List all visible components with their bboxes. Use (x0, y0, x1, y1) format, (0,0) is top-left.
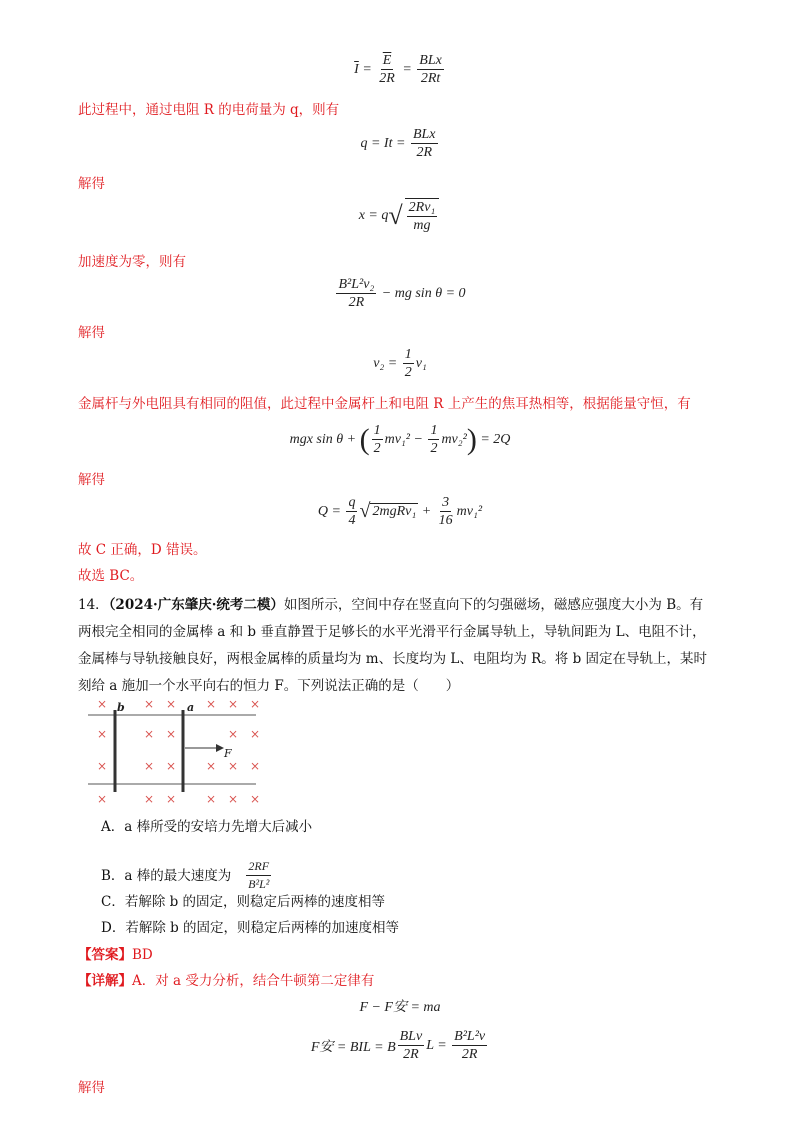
equation-energy: mgx sin θ + ( $\frac{1}{2}$ mv₁² − $\frac{1}{2}$ mv₂² ) = 2Q (289, 422, 511, 456)
question-line-4: 刻给 a 施加一个水平向右的恒力 F。下列说法正确的是（ ） (78, 678, 460, 694)
field-cross: × (97, 792, 108, 806)
field-cross: × (228, 698, 239, 711)
field-cross: × (166, 698, 177, 711)
field-cross: × (206, 759, 217, 773)
field-cross: × (144, 698, 155, 711)
field-cross: × (97, 759, 108, 773)
question-14 (78, 592, 728, 700)
option-b-fraction: $\frac{2RF}{\text{B²L²}}$ (248, 859, 270, 891)
option-c[interactable]: C．若解除 b 的固定，则稳定后两棒的速度相等 (101, 894, 386, 910)
field-cross: × (250, 698, 261, 711)
option-b[interactable] (101, 858, 273, 893)
field-cross: × (166, 759, 177, 773)
label-b: b (117, 701, 125, 714)
field-cross: × (250, 759, 261, 773)
question-number: 14． (78, 597, 109, 613)
answer-value: BD (132, 947, 153, 963)
text-zero-acceleration: 加速度为零，则有 (78, 254, 186, 270)
field-cross: × (228, 727, 239, 741)
equation-current: $\overline{I}$ = $\frac{\overline{E}}{2R}$ = $\frac{\text{BLx}}{2Rt}$ (354, 53, 442, 86)
magnetic-field-crosses (97, 698, 260, 806)
text-solve-4: 解得 (78, 1080, 105, 1096)
question-line-2: 两根完全相同的金属棒 a 和 b 垂直静置于足够长的水平光滑平行金属导轨上，导轨间距为 L、电阻不计， (78, 624, 706, 640)
field-cross: × (166, 792, 177, 806)
field-cross: × (144, 727, 155, 741)
question-line-3: 金属棒与导轨接触良好，两根金属棒的质量均为 m、长度均为 L、电阻均为 R。将 b 固定在导轨上，某时 (78, 651, 708, 667)
text-energy-conservation: 金属杆与外电阻具有相同的阻值，此过程中金属杆上和电阻 R 上产生的焦耳热相等，根据能量守恒，有 (78, 396, 691, 412)
field-cross: × (144, 792, 155, 806)
field-cross: × (228, 792, 239, 806)
text-charge-intro: 此过程中，通过电阻 R 的电荷量为 q，则有 (78, 102, 340, 118)
equation-displacement: x = q √ $\frac{\text{2Rv₁}}{mg}$ (300, 198, 500, 234)
detail (78, 971, 374, 991)
field-cross: × (144, 759, 155, 773)
equation-equilibrium: $\frac{\text{B²L²v₂}}{2R}$ − mg sin θ = 0 (338, 277, 466, 310)
option-b-text: B．a 棒的最大速度为 (101, 867, 232, 884)
option-a[interactable]: A．a 棒所受的安培力先增大后减小 (101, 819, 313, 835)
field-cross: × (250, 792, 261, 806)
answer (78, 945, 153, 965)
field-cross: × (97, 698, 108, 711)
field-cross: × (228, 759, 239, 773)
field-cross: × (97, 727, 108, 741)
answer-tag: 【答案】 (78, 947, 132, 963)
equation-ampere-force: F安 = BIL = B $\frac{\text{BLv}}{2R}$ L = $\frac{\text{B²L²v}}{2R}$ (310, 1029, 486, 1062)
rail-diagram (88, 698, 268, 810)
equation-charge: q = It = $\frac{\text{BLx}}{2R}$ (360, 127, 436, 160)
field-cross: × (206, 698, 217, 711)
force-arrowhead (216, 744, 224, 752)
field-cross: × (206, 792, 217, 806)
field-cross: × (250, 727, 261, 741)
question-text-1: 如图所示，空间中存在竖直向下的匀强磁场，磁感应强度大小为 B。有 (283, 597, 704, 613)
detail-text: A．对 a 受力分析，结合牛顿第二定律有 (132, 973, 375, 989)
question-line-1 (78, 592, 728, 619)
equation-newton: F − F安 = ma (359, 1000, 441, 1015)
text-solve-1: 解得 (78, 176, 105, 192)
text-solve-2: 解得 (78, 325, 105, 341)
equation-heat: Q = $\frac{q}{4}$ √ 2mgRv₁ + $\frac{3}{16}$ mv₁² (317, 495, 483, 528)
option-d[interactable]: D．若解除 b 的固定，则稳定后两棒的加速度相等 (101, 920, 400, 936)
text-conclusion-1: 故 C 正确，D 错误。 (78, 542, 207, 558)
label-a: a (187, 701, 195, 714)
question-source: （2024·广东肇庆·统考二模） (108, 597, 284, 613)
text-solve-3: 解得 (78, 472, 105, 488)
detail-tag: 【详解】 (78, 973, 132, 989)
label-force: F (224, 747, 232, 760)
field-cross: × (166, 727, 177, 741)
text-conclusion-2: 故选 BC。 (78, 568, 144, 584)
equation-velocity: v₂ = $\frac{1}{2}$ v₁ (373, 347, 427, 380)
